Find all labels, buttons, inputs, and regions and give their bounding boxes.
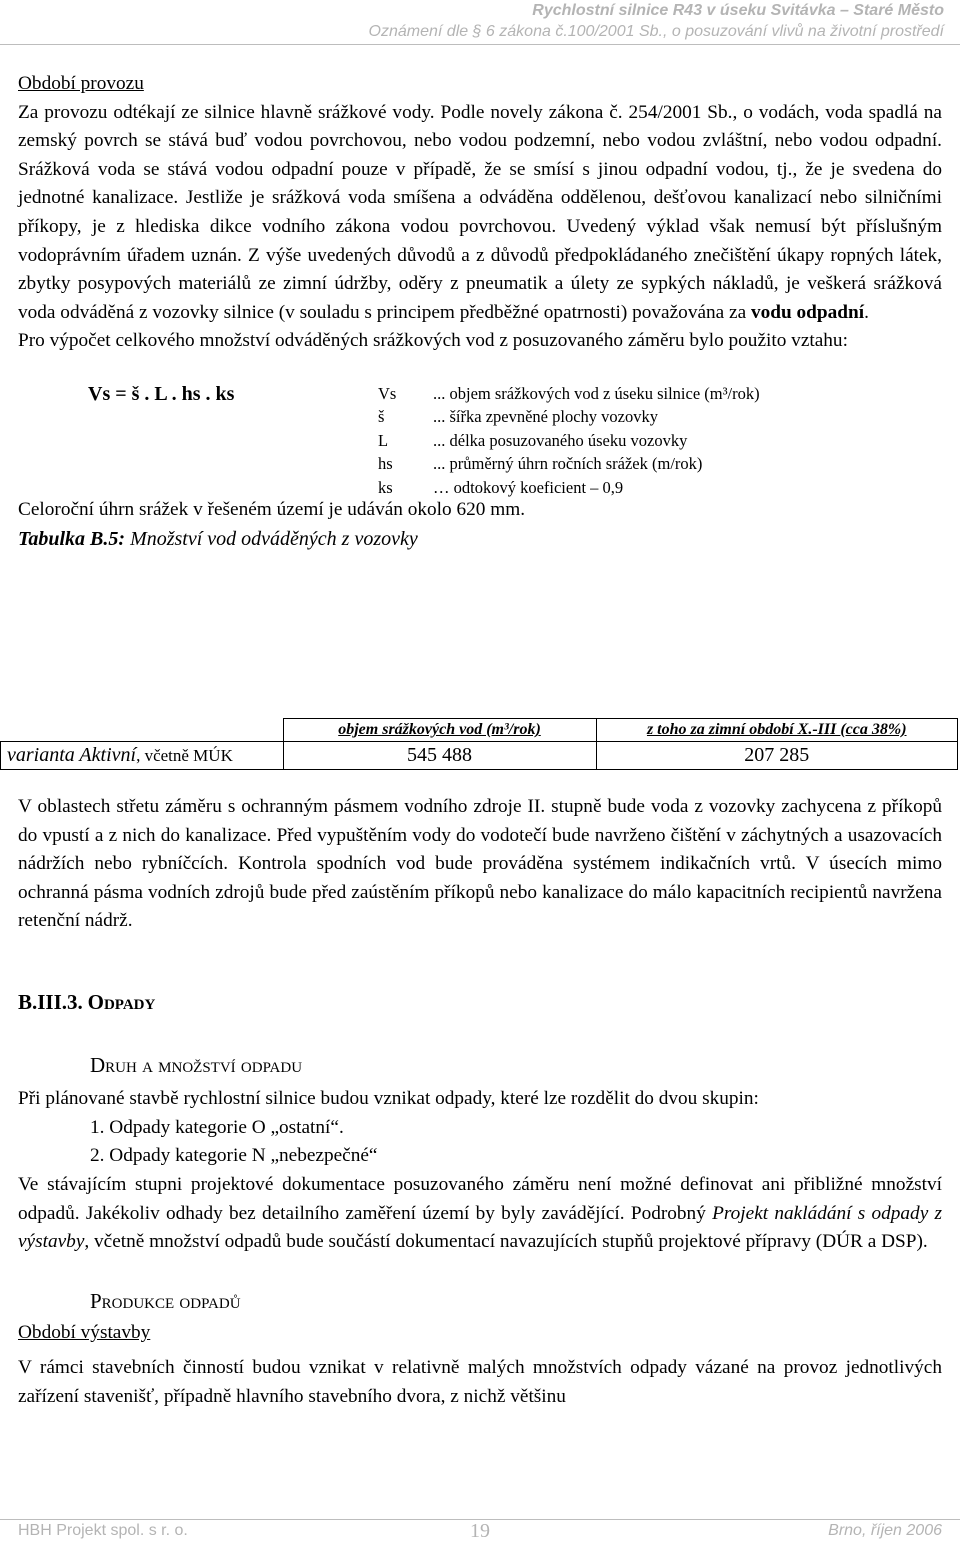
paragraph-text: , včetně množství odpadů bude součástí dokumentací navazujících stupňů projektové přípravy (DÚR a DSP). (84, 1231, 928, 1253)
header-subtitle: Oznámení dle § 6 zákona č.100/2001 Sb., o posuzování vlivů na životní prostředí (368, 23, 944, 40)
header-rule (0, 44, 960, 45)
subheading-produkce: Produkce odpadů (90, 1288, 241, 1313)
page-content (18, 70, 942, 553)
section-title: Odpady (87, 989, 156, 1014)
cell-zimni: 207 285 (596, 742, 958, 770)
definition-row (378, 382, 760, 406)
footer-company: HBH Projekt spol. s r. o. (18, 1522, 188, 1539)
page-footer (18, 1522, 942, 1546)
formula-block (18, 376, 942, 496)
definition-text: ... šířka zpevněné plochy vozovky (433, 407, 658, 427)
list-item-kategorie-n: 2. Odpady kategorie N „nebezpečné“ (90, 1145, 378, 1167)
definition-symbol: hs (378, 454, 393, 474)
paragraph-end: . (864, 301, 869, 323)
paragraph-srazkove-vody (18, 99, 942, 328)
list-item-kategorie-o: 1. Odpady kategorie O „ostatní“. (90, 1116, 344, 1138)
header-project-title: Rychlostní silnice R43 v úseku Svitávka – Staré Město (532, 2, 944, 19)
table-caption-title: Množství vod odváděných z vozovky (125, 527, 418, 550)
section-number: B.III.3. (18, 989, 83, 1014)
table-header-row (1, 719, 958, 742)
column-header-objem: objem srážkových vod (m³/rok) (283, 719, 596, 742)
water-volume-table (0, 718, 958, 770)
formula-definitions (378, 382, 760, 500)
row-label-rest: , včetně MÚK (136, 746, 233, 765)
table-row (1, 742, 958, 770)
paragraph-skupiny: Při plánované stavbě rychlostní silnice budou vznikat odpady, které lze rozdělit do dvou skupin: (18, 1088, 759, 1110)
row-label-italic: varianta Aktivní (7, 744, 137, 766)
table-caption (18, 525, 942, 554)
definition-text: ... objem srážkových vod z úseku silnice (m³/rok) (433, 383, 760, 403)
definition-symbol: Vs (378, 383, 397, 403)
cell-objem: 545 488 (283, 742, 596, 770)
page-header (369, 0, 944, 42)
column-header-zimni: z toho za zimní období X.-III (cca 38%) (596, 719, 958, 742)
row-label-varianta (1, 742, 284, 770)
definition-symbol: L (378, 430, 389, 450)
definition-row (378, 476, 760, 500)
subheading-druh: Druh a množství odpadu (90, 1052, 303, 1077)
italic-projekt: Projekt nakládání s odpady z výstavby (18, 1202, 942, 1253)
paragraph-text: Za provozu odtékají ze silnice hlavně srážkové vody. Podle novely zákona č. 254/2001 Sb., o vodách, voda spadlá na zemský povrch se stává buď vodou povrchovou, nebo vodou podzemní, nebo vodou zvláštní, nebo vodou odpadní. Srážková voda se stává vodou odpadní pouze v případě, že se smísí s jinou odpadní vodou, tj., že je svedena do jednotné kanalizace. Jestliže je srážková voda smíšena a odváděna oddělenou, dešťovou kanalizací nebo silničními příkopy, je z hlediska dikce vodního zákona vodou povrchovou. Uvedený výklad však nemusí být příslušným vodoprávním úřadem uznán. Z výše uvedených důvodů a z důvodů předpokládaného znečištění úkapy ropných látek, zbytky posypových materiálů ze zimní údržby, oděry z pneumatik a úlety ze sypkých nákladů, je veškerá srážková voda odváděná z vozovky silnice (v souladu s principem předběžné opatrnosti) považována za (18, 101, 942, 323)
bold-vodu-odpadni: vodu odpadní (750, 301, 865, 323)
heading-obdobi-provozu: Období provozu (18, 73, 144, 94)
definition-symbol: š (378, 407, 385, 427)
table-corner (1, 719, 284, 742)
definition-text: ... průměrný úhrn ročních srážek (m/rok) (433, 454, 703, 474)
footer-page-number: 19 (470, 1520, 490, 1542)
paragraph-text: Ve stávajícím stupni projektové dokumentace posuzovaného záměru není možné definovat ani přibližné množství odpadů. Jakékoliv odhady bez detailního zaměření území by byly zavádějící. Podrobný (18, 1173, 942, 1224)
definition-symbol: ks (378, 477, 393, 497)
rainfall-note: Celoroční úhrn srážek v řešeném území je udáván okolo 620 mm. (18, 498, 526, 520)
formula-expression: Vs = š . L . hs . ks (88, 382, 235, 405)
footer-date: Brno, říjen 2006 (828, 1522, 942, 1539)
paragraph-vypocet: Pro výpočet celkového množství odváděných srážkových vod z posuzovaného záměru bylo použito vztahu: (18, 330, 848, 352)
table-caption-label: Tabulka B.5: (18, 527, 126, 550)
definition-row (378, 429, 760, 453)
paragraph-ochranne-pasmo: V oblastech střetu záměru s ochranným pásmem vodního zdroje II. stupně bude voda z vozovky zachycena z příkopů do vpustí a z nich do kanalizace. Před vypuštěním vody do vodotečí bude navrženo čištění v záchytných a usazovacích nádržích nebo rybníčcích. Kontrola spodních vod bude prováděna systémem indikačních vrtů. V úsecích mimo ochranná pásma vodních zdrojů bude před zaústěním příkopů nebo kanalizace do málo kapacitních recipientů navržena retenční nádrž. (18, 796, 942, 932)
definition-row (378, 405, 760, 429)
paragraph-projekt-odpady (18, 1171, 942, 1257)
definition-text: ... délka posuzovaného úseku vozovky (433, 430, 688, 450)
paragraph-stavebni-cinnosti: V rámci stavebních činností budou vznikat v relativně malých množstvích odpady vázané na provoz jednotlivých zařízení stavenišť, případně hlavního stavebního dvora, z nichž většinu (18, 1356, 942, 1407)
definition-row (378, 452, 760, 476)
page-content-lower (18, 793, 942, 1411)
section-odpady-heading (18, 988, 942, 1019)
heading-obdobi-vystavby: Období výstavby (18, 1322, 151, 1344)
definition-text: … odtokový koeficient – 0,9 (433, 477, 624, 497)
